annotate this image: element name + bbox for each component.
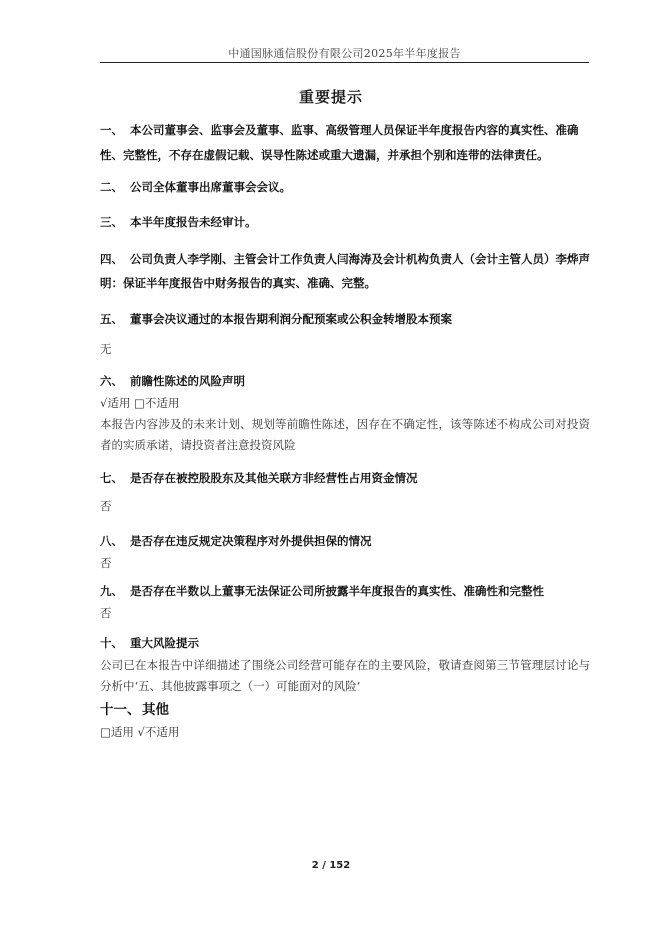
section-heading: 二、 公司全体董事出席董事会会议。 (100, 180, 291, 194)
section-heading: 十一、 其他 (100, 702, 169, 718)
applicability-check: □适用 √不适用 (100, 725, 180, 739)
section-5 (100, 308, 590, 360)
section-body: 本报告内容涉及的未来计划、规划等前瞻性陈述，因存在不确定性，该等陈述不构成公司对投资者的实质承诺，请投资者注意投资风险 (100, 417, 590, 452)
section-9 (100, 580, 590, 624)
page-title: 重要提示 (298, 88, 363, 106)
section-2 (100, 176, 590, 199)
page-number: 2 / 152 (311, 860, 351, 871)
running-header: 中通国脉通信股份有限公司2025年半年度报告 (228, 47, 461, 60)
section-3 (100, 211, 590, 234)
section-heading: 十、 重大风险提示 (100, 636, 199, 650)
header-rule (100, 62, 589, 63)
section-1 (100, 118, 590, 168)
section-7 (100, 467, 590, 517)
section-11 (100, 699, 590, 743)
section-body: 无 (100, 342, 112, 356)
section-heading: 五、 董事会决议通过的本报告期利润分配预案或公积金转增股本预案 (100, 312, 452, 326)
section-heading: 九、 是否存在半数以上董事无法保证公司所披露半年度报告的真实性、准确性和完整性 (100, 584, 544, 598)
applicability-check: √适用 □不适用 (100, 396, 180, 410)
section-8 (100, 530, 590, 574)
section-heading: 四、 公司负责人李学刚、主管会计工作负责人闫海涛及会计机构负责人（会计主管人员）李烨声明：保证半年度报告中财务报告的真实、准确、完整。 (100, 252, 590, 290)
section-heading: 三、 本半年度报告未经审计。 (100, 215, 257, 229)
section-body: 否 (100, 606, 112, 620)
section-heading: 八、 是否存在违反规定决策程序对外提供担保的情况 (100, 534, 372, 548)
section-heading: 七、 是否存在被控股股东及其他关联方非经营性占用资金情况 (100, 471, 418, 485)
section-heading: 一、 本公司董事会、监事会及董事、监事、高级管理人员保证半年度报告内容的真实性、准确性、完整性，不存在虚假记载、误导性陈述或重大遗漏，并承担个别和连带的法律责任。 (100, 123, 579, 162)
section-4 (100, 247, 590, 295)
section-body: 否 (100, 556, 112, 570)
section-heading: 六、 前瞻性陈述的风险声明 (100, 374, 245, 388)
section-10 (100, 632, 590, 697)
section-body: 否 (100, 499, 112, 513)
section-6 (100, 370, 590, 456)
section-body: 公司已在本报告中详细描述了围绕公司经营可能存在的主要风险，敬请查阅第三节管理层讨论与分析中‘五、其他披露事项之（一）可能面对的风险’ (100, 658, 590, 693)
